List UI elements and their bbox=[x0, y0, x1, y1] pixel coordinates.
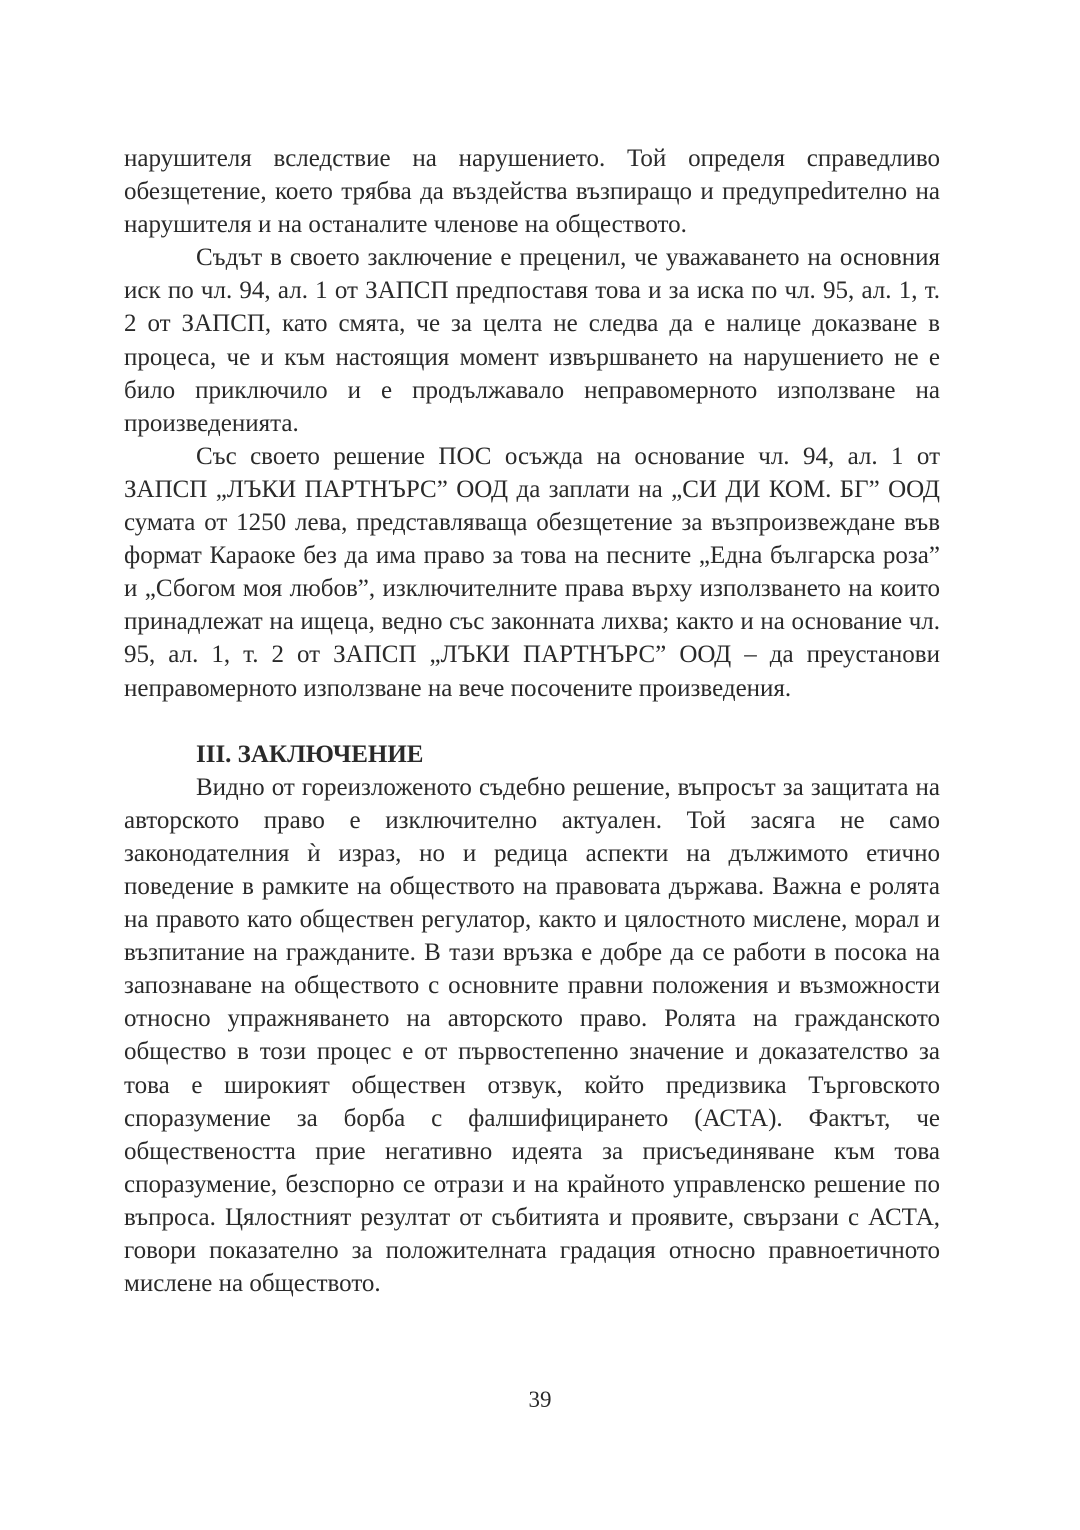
paragraph-conclusion: Видно от гореизложеното съдебно решение, въпросът за защитата на авторското право е изключително актуален. Той засяга не само законодателния ѝ израз, но и редица аспекти на дължимото етично поведение в рамките на обществото на правовата държава. Важна е ролята на правото като обществен регулатор, както и цялостното мислене, морал и възпитание на гражданите. В тази връзка е добре да се работи в посока на запознаване на обществото с основните правни положения и възможности относно упражняването на авторското право. Ролята на гражданското общество в този процес е от първостепенно значение и доказателство за това е широкият обществен отзвук, който предизвика Търговското споразумение за борба с фалшифицирането (АСТА). Фактът, че обществеността прие негативно идеята за присъединяване към това споразумение, безспорно се отрази и на крайното управленско решение по въпроса. Цялостният резултат от събитията и проявите, свързани с АСТА, говори показателно за положителната градация относно правноетичното мислене на обществото. bbox=[124, 773, 940, 1298]
page-number: 39 bbox=[528, 1387, 552, 1412]
paragraph-court-decision: Със своето решение ПОС осъжда на основание чл. 94, ал. 1 от ЗАПСП „ЛЪКИ ПАРТНЪРС” ООД да заплати на „СИ ДИ КОМ. БГ” ООД сумата от 1250 лева, представляваща обезщетение за възпроизвеждане във формат Караоке без да има право за това на песните „Една българска роза” и „Сбогом моя любов”, изключителните права върху използването на които принадлежат на ищеца, ведно със законната лихва; както и на основание чл. 95, ал. 1, т. 2 от ЗАПСП „ЛЪКИ ПАРТНЪРС” ООД – да преустанови неправомерното използване на вече посочените произведения. bbox=[124, 442, 940, 702]
paragraph-court-conclusion: Съдът в своето заключение е преценил, че уважаването на основния иск по чл. 94, ал. 1 от ЗАПСП предпоставя това и за иска по чл. 95, ал. 1, т. 2 от ЗАПСП, като смята, че за целта не следва да е налице доказване в процеса, че и към настоящия момент извършването на нарушението не е било приключило и е продължавало неправомерното използване на произведенията. bbox=[124, 244, 940, 437]
section-heading: III. ЗАКЛЮЧЕНИЕ bbox=[196, 740, 424, 768]
body-text bbox=[124, 142, 940, 1300]
paragraph-continuation: нарушителя вследствие на нарушението. Той определя справедливо обезщетение, което трябва да въздейства възпиращо и предупреdително на нарушителя и на останалите членове на обществото. bbox=[124, 145, 940, 239]
